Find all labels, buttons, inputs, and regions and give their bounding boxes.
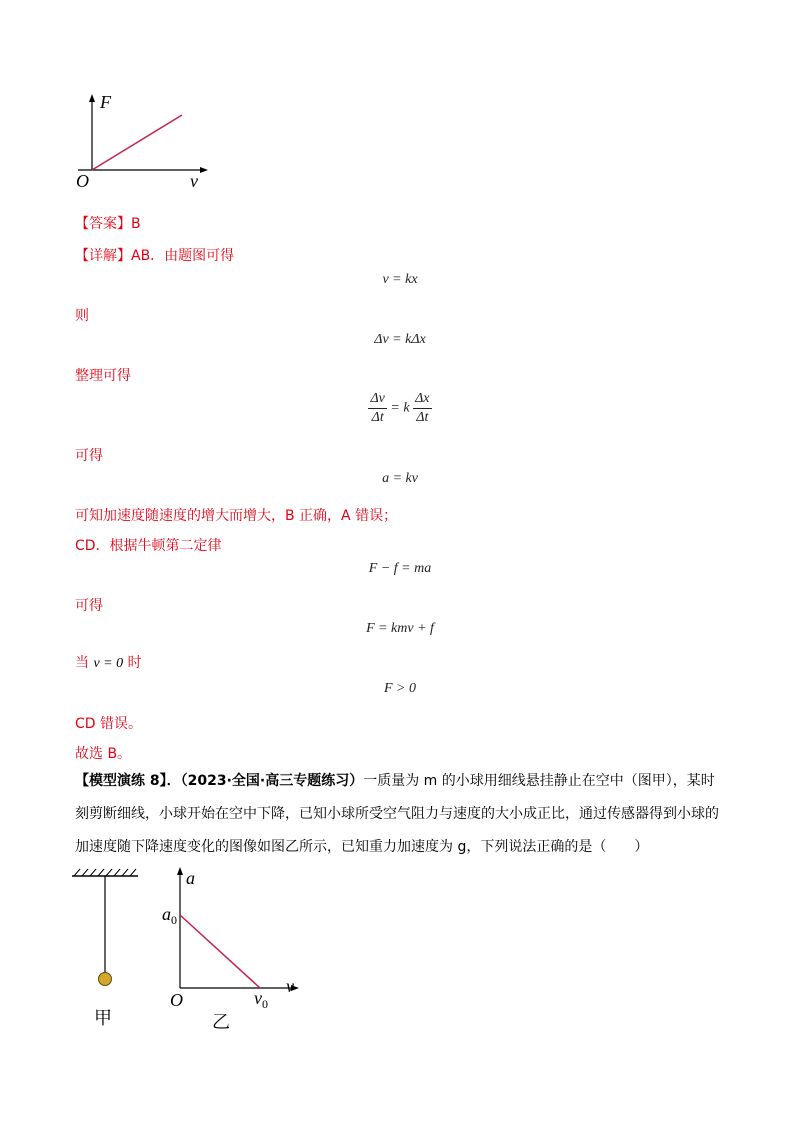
problem-tag: 【模型演练 8】	[75, 773, 167, 789]
y-axis-label: F	[100, 92, 111, 112]
figure-jia	[70, 868, 150, 1038]
equation-1: v = kx	[382, 272, 418, 287]
yi-intercept-v	[254, 988, 268, 1011]
f-v-line	[92, 115, 182, 170]
y-axis-arrow	[177, 867, 183, 875]
get-label-1: 可得	[75, 448, 103, 464]
ball	[99, 973, 112, 986]
y-axis-arrow	[89, 94, 95, 102]
x-axis-arrow	[200, 167, 208, 173]
yi-intercept-a	[162, 904, 177, 927]
yi-y-label: a	[186, 868, 195, 888]
x-axis-label: v	[190, 171, 198, 190]
yi-x-label: v	[286, 976, 294, 996]
when-eq: v = 0	[93, 656, 124, 671]
conclusion-ab: 可知加速度随速度的增大而增大，B 正确，A 错误；	[75, 508, 398, 524]
final-answer: 故选 B。	[75, 746, 132, 762]
intercept-v-sub: 0	[262, 997, 268, 1011]
problem-line-3: 加速度随下降速度变化的图像如图乙所示，已知重力加速度为 g，下列说法正确的是（ ）	[75, 839, 649, 855]
arrange-label: 整理可得	[75, 368, 131, 384]
origin-label: O	[76, 171, 89, 190]
when-prefix: 当	[75, 655, 89, 671]
eq3-left-num: Δv	[368, 390, 386, 409]
eq3-right-den: Δt	[416, 410, 429, 425]
eq3-left-den: Δt	[371, 410, 384, 425]
cd-intro: CD．根据牛顿第二定律	[75, 538, 222, 554]
equation-5: F − f = ma	[368, 561, 432, 576]
problem-paragraph	[75, 765, 735, 864]
cd-wrong: CD 错误。	[75, 716, 143, 732]
a-v-line	[180, 915, 260, 988]
problem-line-1	[75, 765, 735, 798]
yi-caption: 乙	[212, 1012, 230, 1033]
jia-caption: 甲	[94, 1008, 112, 1029]
eq3-mid: = k	[390, 400, 410, 416]
equation-6: F = kmv + f	[366, 621, 434, 636]
intercept-v-letter: v	[254, 988, 262, 1008]
problem-source: ．（2023·全国·高三专题练习）	[166, 773, 364, 789]
answer-label: 【答案】B	[75, 216, 141, 232]
yi-origin: O	[170, 990, 183, 1010]
equation-7: F > 0	[384, 681, 416, 696]
ceiling-hatch	[74, 869, 136, 876]
graph-f-v	[70, 90, 220, 190]
problem-line-2: 刻剪断细线，小球开始在空中下降，已知小球所受空气阻力与速度的大小成正比，通过传感器得到小球的	[75, 806, 719, 822]
equation-3	[300, 390, 500, 427]
equation-2: Δv = kΔx	[374, 332, 426, 347]
figure-yi	[160, 862, 310, 1037]
when-suffix: 时	[127, 655, 142, 671]
when-line	[75, 652, 142, 672]
eq3-right-num: Δx	[413, 390, 431, 409]
get-label-2: 可得	[75, 598, 103, 614]
equation-4: a = kv	[382, 471, 418, 486]
problem-line-1-rest: 一质量为 m 的小球用细线悬挂静止在空中（图甲），某时	[363, 773, 715, 789]
eq3-left-fraction	[368, 390, 386, 427]
then-label: 则	[75, 308, 89, 324]
intercept-a-letter: a	[162, 904, 171, 924]
eq3-right-fraction	[413, 390, 431, 427]
detail-intro: 【详解】AB．由题图可得	[75, 248, 235, 264]
intercept-a-sub: 0	[171, 913, 177, 927]
